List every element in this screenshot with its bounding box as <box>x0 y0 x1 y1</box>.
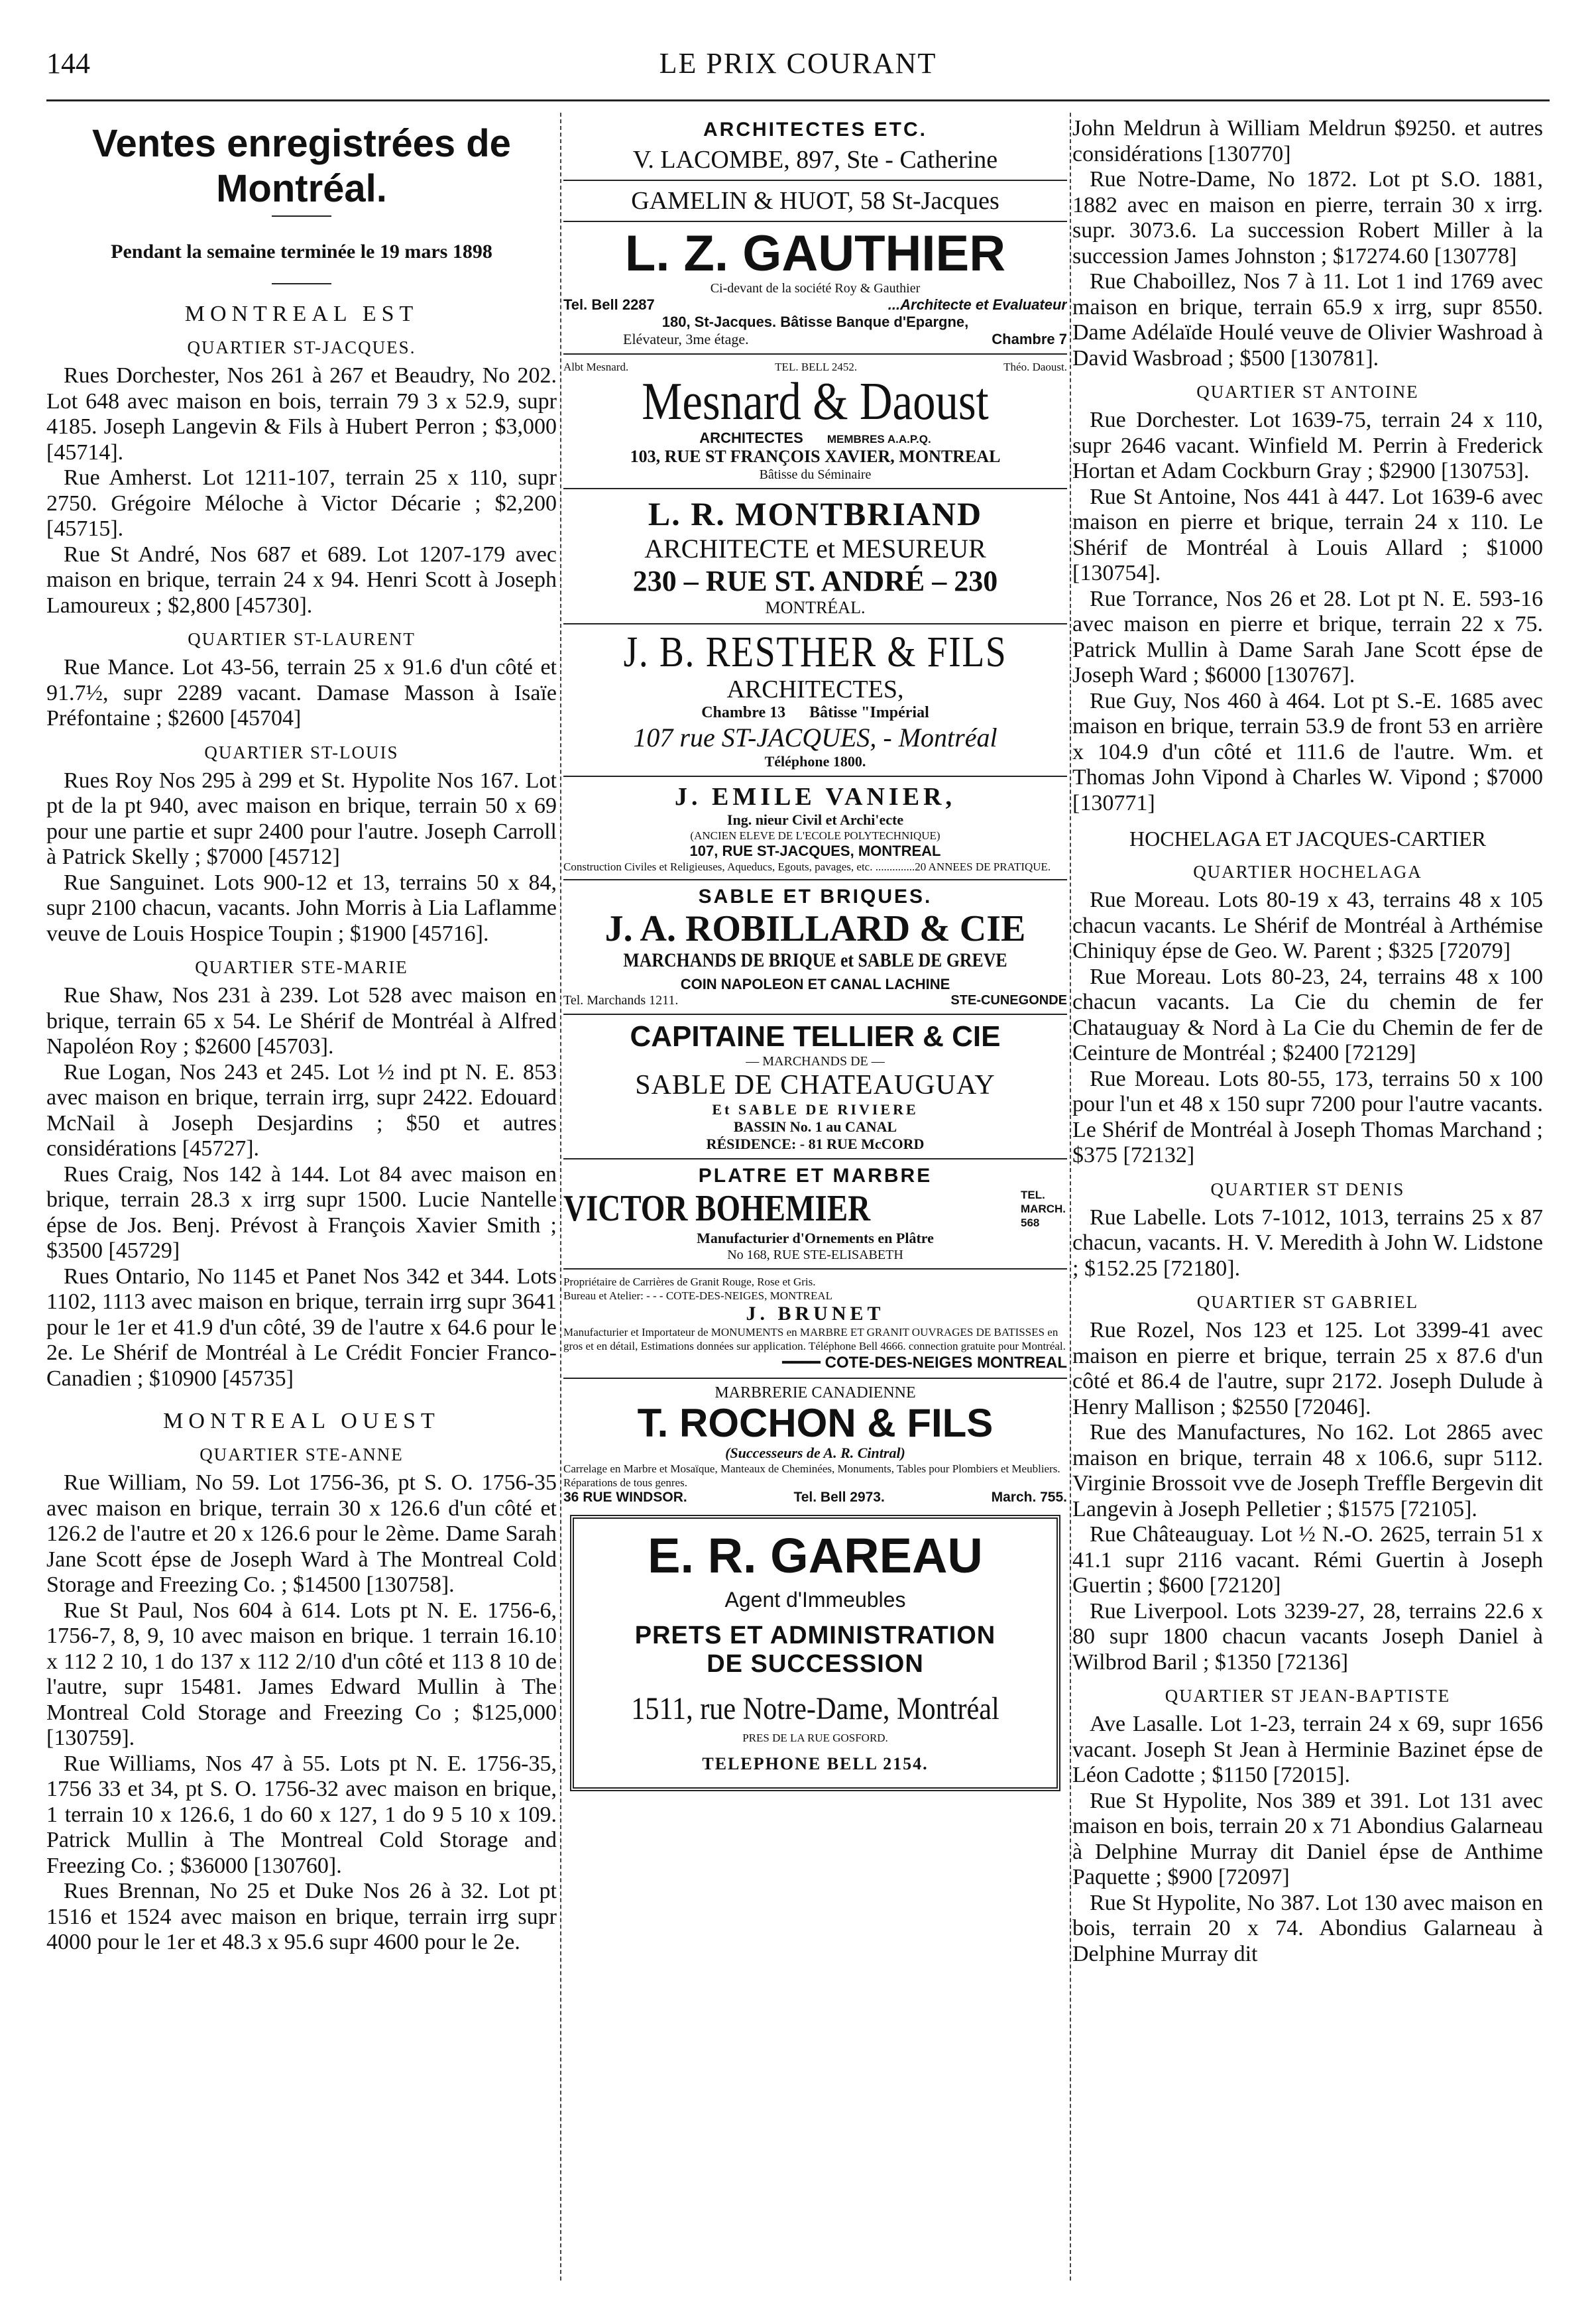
ad-vanier <box>563 782 1067 874</box>
quarter-heading: QUARTIER ST ANTOINE <box>1196 382 1419 402</box>
gauthier-elev: Elévateur, 3me étage. <box>623 331 749 347</box>
ad-tellier <box>563 1020 1067 1153</box>
bohemier-tel: TEL. MARCH. 568 <box>1021 1188 1066 1229</box>
robillard-place: STE-CUNEGONDE <box>950 993 1067 1008</box>
sale-entry: Rue St Antoine, Nos 441 à 447. Lot 1639-6 avec maison en pierre et brique, terrain 24 x 110. Le Shérif de Montréal à Louis Allard ; $1000 [130754]. <box>1072 484 1543 585</box>
quarter-heading: QUARTIER ST-LOUIS <box>204 742 399 762</box>
robillard-row <box>563 993 1067 1008</box>
ad-rochon <box>563 1384 1067 1506</box>
ad-section-heading: PLATRE ET MARBRE <box>698 1165 933 1187</box>
ad-montbriand <box>563 495 1067 618</box>
quarter-heading: QUARTIER STE-ANNE <box>200 1445 404 1464</box>
column-divider <box>1070 113 1071 2281</box>
vanier-addr: 107, RUE ST-JACQUES, MONTREAL <box>689 843 941 859</box>
ad-rule <box>563 488 1067 489</box>
advertisement-column <box>563 116 1067 2277</box>
gauthier-row <box>563 296 1067 314</box>
robillard-trade: MARCHANDS DE BRIQUE et SABLE DE GREVE <box>623 949 1007 971</box>
bohemier-row <box>563 1187 1067 1230</box>
gareau-tel: TELEPHONE BELL 2154. <box>702 1754 929 1773</box>
sale-entry: Rue Notre-Dame, No 1872. Lot pt S.O. 1881, 1882 avec en maison en pierre, terrain 30 x irrg. supr. 3073.6. La succession Robert Miller à la succession James Johnston ; $17274.60 [130778] <box>1072 167 1543 268</box>
robillard-addr: COIN NAPOLEON ET CANAL LACHINE <box>680 976 950 992</box>
section-heading-montreal-est: MONTREAL EST <box>184 302 419 326</box>
ad-mesnard <box>563 360 1067 483</box>
sale-entry: Rue Shaw, Nos 231 à 239. Lot 528 avec maison en brique, terrain 65 x 54. Le Shérif de Montréal à Alfred Napoléon Roy ; $2600 [45703]. <box>46 983 557 1059</box>
brunet-name: J. BRUNET <box>746 1303 885 1325</box>
mesnard-bat: Bâtisse du Séminaire <box>759 467 872 482</box>
vanier-desc: Construction Civiles et Religieuses, Aqueducs, Egouts, pavages, etc. ..............20 ANNEES DE PRATIQUE. <box>563 860 1051 873</box>
gauthier-sub: Ci-devant de la société Roy & Gauthier <box>710 281 921 296</box>
mesnard-row <box>563 360 1067 374</box>
robillard-tel: Tel. Marchands 1211. <box>563 993 679 1008</box>
tellier-name: CAPITAINE TELLIER & CIE <box>630 1020 1001 1053</box>
header-rule <box>46 99 1550 101</box>
brunet-place: COTE-DES-NEIGES MONTREAL <box>825 1354 1067 1372</box>
page-header <box>46 46 1550 86</box>
mesnard-arch: ARCHITECTES <box>699 430 803 446</box>
gareau-succ: DE SUCCESSION <box>707 1650 924 1678</box>
mesnard-name: Mesnard & Daoust <box>642 373 989 431</box>
ad-rule <box>563 221 1067 222</box>
rochon-addr: 36 RUE WINDSOR. <box>563 1490 687 1505</box>
brunet-desc: Manufacturier et Importateur de MONUMENTS en MARBRE ET GRANIT OUVRAGES DE BATISSES en gros et en détail, Estimations données sur application. Téléphone Bell 4666. connection gratuite pour Montréal. <box>563 1326 1066 1352</box>
ad-section-heading: SABLE ET BRIQUES. <box>698 886 933 908</box>
tellier-sable: SABLE DE CHATEAUGUAY <box>635 1070 996 1100</box>
ad-rule <box>563 1014 1067 1015</box>
ad-section-heading: ARCHITECTES ETC. <box>703 119 927 141</box>
vanier-name: J. EMILE VANIER, <box>674 783 956 811</box>
rochon-march: March. 755. <box>991 1490 1067 1505</box>
ad-rule <box>563 180 1067 181</box>
ad-rule <box>563 776 1067 777</box>
resther-name: J. B. RESTHER & FILS <box>623 628 1007 676</box>
ad-rule <box>563 1378 1067 1379</box>
ad-rule <box>563 1268 1067 1270</box>
quarter-heading: QUARTIER ST GABRIEL <box>1196 1292 1419 1312</box>
resther-room-row <box>563 704 1067 722</box>
article-column-right <box>1072 116 1543 2277</box>
rochon-head: MARBRERIE CANADIENNE <box>714 1384 916 1401</box>
sale-entry: Rue William, No 59. Lot 1756-36, pt S. O. 1756-35 avec maison en brique, terrain 30 x 126.6 d'un côté et 126.2 de l'autre et 20 x 126.6 pour le 2ème. Dame Sarah Jane Scott épse de Joseph Ward à The Montreal Cold Storage and Freezing Co. ; $14500 [130758]. <box>46 1470 557 1597</box>
sale-entry: Rue Logan, Nos 243 et 245. Lot ½ ind pt N. E. 853 avec maison en brique, terrain irrg, supr 2422. Edouard McNail à Joseph Desjardins ; $50 et autres considérations [45727]. <box>46 1059 557 1161</box>
gauthier-addr: 180, St-Jacques. Bâtisse Banque d'Epargne, <box>661 314 969 330</box>
sale-entry: Rue des Manufactures, No 162. Lot 2865 avec maison en brique, terrain 48 x 106.6, supr 5112. Virginie Brossoit vve de Joseph Treffle Bergevin dit Langevin à Joseph Pelletier ; $1575 [72105]. <box>1072 1420 1543 1521</box>
quarter-heading: QUARTIER STE-MARIE <box>195 957 408 977</box>
quarter-heading: QUARTIER ST DENIS <box>1210 1179 1405 1199</box>
sale-entry: Rue Dorchester. Lot 1639-75, terrain 24 x 110, supr 2646 vacant. Winfield M. Perrin à Frederick Hortan et Adam Cockburn Gray ; $2900 [130753]. <box>1072 408 1543 483</box>
sale-entry: Rue Liverpool. Lots 3239-27, 28, terrains 22.6 x 80 supr 1800 chacun vacants Joseph Daniel à Wilbrod Baril ; $1350 [72136] <box>1072 1598 1543 1675</box>
article-column-left <box>46 116 557 2277</box>
gauthier-tel: Tel. Bell 2287 <box>563 296 655 313</box>
brunet-top1: Propriétaire de Carrières de Granit Rouge, Rose et Gris. <box>563 1275 816 1288</box>
ad-bohemier <box>563 1187 1067 1263</box>
gareau-prets: PRETS ET ADMINISTRATION <box>634 1622 996 1649</box>
tellier-sub: — MARCHANDS DE — <box>746 1054 885 1069</box>
sale-entry: Rue St Hypolite, Nos 389 et 391. Lot 131 avec maison en bois, terrain 20 x 71 Abondius Galarneau à Delphine Murray dit Daniel épse de Anthime Paquette ; $900 [72097] <box>1072 1788 1543 1889</box>
montbriand-role: ARCHITECTE et MESUREUR <box>644 534 986 563</box>
title-rule <box>272 215 331 217</box>
rochon-succ: (Successeurs de A. R. Cintral) <box>725 1445 905 1461</box>
vanier-school: (ANCIEN ELEVE DE L'ECOLE POLYTECHNIQUE) <box>690 829 940 842</box>
section-heading-montreal-ouest: MONTREAL OUEST <box>163 1409 440 1433</box>
ad-lacombe: V. LACOMBE, 897, Ste - Catherine <box>632 146 998 174</box>
sale-entry: Rue Williams, Nos 47 à 55. Lots pt N. E. 1756-35, 1756 33 et 34, pt S. O. 1756-32 avec maison en brique, 1 terrain 10 x 126.6, 1 do 60 x 127, 1 do 9 5 10 x 109. Patrick Mullin à The Montreal Cold Storage and Freezing Co. ; $36000 [130760]. <box>46 1751 557 1878</box>
sale-entry: Rue Châteauguay. Lot ½ N.-O. 2625, terrain 51 x 41.1 supr 2116 vacant. Rémi Guertin à Joseph Guertin ; $600 [72120] <box>1072 1522 1543 1598</box>
quarter-heading: QUARTIER HOCHELAGA <box>1193 862 1422 882</box>
rochon-tel: Tel. Bell 2973. <box>793 1490 885 1505</box>
gauthier-room: Chambre 7 <box>992 331 1067 347</box>
sale-entry: Rues Ontario, No 1145 et Panet Nos 342 et 344. Lots 1102, 1113 avec maison en brique, terrain irrg supr 3641 pour le 1er et 41.9 d'un côté, 39 de l'autre x 64.6 pour le 2e. Le Shérif de Montréal à Le Crédit Foncier Franco-Canadien ; $10900 [45735] <box>46 1264 557 1391</box>
sale-entry: Rue Moreau. Lots 80-55, 173, terrains 50 x 100 pour l'un et 48 x 150 supr 7200 pour l'autre vacants. Le Shérif de Montréal à Joseph Thomas Marchand ; $375 [72132] <box>1072 1066 1543 1167</box>
montbriand-city: MONTRÉAL. <box>765 598 866 617</box>
mesnard-theo: Théo. Daoust. <box>1003 361 1067 373</box>
quarter-heading: QUARTIER ST-JACQUES. <box>187 337 416 357</box>
column-divider <box>560 113 561 2281</box>
bohemier-role: Manufacturier d'Ornements en Plâtre <box>697 1230 934 1246</box>
gareau-name: E. R. GAREAU <box>648 1528 983 1583</box>
gareau-addr: 1511, rue Notre-Dame, Montréal <box>631 1691 999 1726</box>
bohemier-addr: No 168, RUE STE-ELISABETH <box>727 1248 903 1262</box>
montbriand-name: L. R. MONTBRIAND <box>648 495 983 532</box>
tellier-bassin: BASSIN No. 1 au CANAL <box>733 1118 897 1135</box>
quarter-heading: QUARTIER ST-LAURENT <box>188 629 416 649</box>
gareau-near: PRES DE LA RUE GOSFORD. <box>742 1732 888 1744</box>
sale-entry: Rues Brennan, No 25 et Duke Nos 26 à 32. Lot pt 1516 et 1524 avec maison en brique, terrain irrg supr 4000 pour le 1er et 48.3 x 95.6 supr 4600 pour le 2e. <box>46 1879 557 1954</box>
ad-gauthier <box>563 227 1067 348</box>
montbriand-addr: 230 – RUE ST. ANDRÉ – 230 <box>632 565 998 597</box>
ad-rule <box>563 1158 1067 1159</box>
mesnard-tel: TEL. BELL 2452. <box>775 361 858 373</box>
ad-resther <box>563 630 1067 770</box>
article-subtitle: Pendant la semaine terminée le 19 mars 1898 <box>111 241 492 263</box>
bohemier-name: VICTOR BOHEMIER <box>563 1188 871 1229</box>
mesnard-arch-row <box>563 430 1067 447</box>
sale-entry: Rue Guy, Nos 460 à 464. Lot pt S.-E. 1685 avec maison en brique, terrain 53.9 de front 53 en arrière x 104.9 d'un côté et 111.6 de l'autre. Wm. et Thomas John Vipond à Charles W. Vipond ; $7000 [130771] <box>1072 688 1543 815</box>
ad-rule <box>563 623 1067 624</box>
rochon-row <box>563 1490 1067 1506</box>
gauthier-row2 <box>563 331 1067 348</box>
tellier-et: Et SABLE DE RIVIERE <box>712 1101 919 1118</box>
gauthier-name: L. Z. GAUTHIER <box>624 225 1006 282</box>
ad-robillard <box>563 908 1067 1008</box>
running-title: LE PRIX COURANT <box>659 47 937 80</box>
sale-entry: Rue Moreau. Lots 80-23, 24, terrains 48 x 100 chacun vacants. La Cie du chemin de fer Chatauguay & Nord à La Cie du Chemin de fer de Ceinture de Montréal ; $2400 [72129] <box>1072 964 1543 1065</box>
sale-entry: Rue Labelle. Lots 7-1012, 1013, terrains 25 x 87 chacun, vacants. H. V. Meredith à John W. Lidstone ; $152.25 [72180]. <box>1072 1205 1543 1281</box>
sale-entry: Rue Amherst. Lot 1211-107, terrain 25 x 110, supr 2750. Grégoire Méloche à Victor Décarie ; $2,200 [45715]. <box>46 465 557 541</box>
resther-room: Chambre 13 <box>701 704 786 721</box>
resther-bat: Bâtisse "Impérial <box>809 704 929 721</box>
sale-entry: Rue Sanguinet. Lots 900-12 et 13, terrains 50 x 84, supr 2100 chacun, vacants. John Morris à Lia Laflamme veuve de Louis Hospice Toupin ; $1900 [45716]. <box>46 870 557 946</box>
article-title: Ventes enregistrées de Montréal. <box>92 122 511 210</box>
tellier-res: RÉSIDENCE: - 81 RUE McCORD <box>706 1136 925 1152</box>
page-number: 144 <box>46 47 90 80</box>
resther-tel: Téléphone 1800. <box>764 753 866 770</box>
ad-gamelin: GAMELIN & HUOT, 58 St-Jacques <box>631 187 999 215</box>
brunet-top2: Bureau et Atelier: - - - COTE-DES-NEIGES, MONTREAL <box>563 1289 833 1302</box>
gauthier-role: ...Architecte et Evaluateur <box>887 296 1067 313</box>
sale-entry: Rue Mance. Lot 43-56, terrain 25 x 91.6 d'un côté et 91.7½, supr 2289 vacant. Damase Masson à Isaïe Préfontaine ; $2600 [45704] <box>46 655 557 731</box>
sale-entry: Rue Rozel, Nos 123 et 125. Lot 3399-41 avec maison en pierre et brique, terrain 25 x 87.6 d'un côté et 86.4 de l'autre, supr 2172. Joseph Dulude à Henry Mallison ; $2550 [72046]. <box>1072 1318 1543 1419</box>
ad-rule <box>563 879 1067 880</box>
resther-addr: 107 rue ST-JACQUES, - Montréal <box>633 723 997 752</box>
robillard-name: J. A. ROBILLARD & CIE <box>604 908 1026 949</box>
brunet-place-row <box>563 1353 1067 1372</box>
sale-entry: Rues Roy Nos 295 à 299 et St. Hypolite Nos 167. Lot pt de la pt 940, avec maison en brique, terrain 50 x 69 pour une partie et supr 2400 pour l'autre. Joseph Carroll à Patrick Skelly ; $7000 [45712] <box>46 768 557 869</box>
sale-entry: John Meldrun à William Meldrun $9250. et autres considérations [130770] <box>1072 116 1543 166</box>
rochon-name: T. ROCHON & FILS <box>637 1401 994 1445</box>
hand-pointer-icon: ━━━━ <box>782 1354 821 1372</box>
sale-entry: Rue St André, Nos 687 et 689. Lot 1207-179 avec maison en brique, terrain 24 x 94. Henri Scott à Joseph Lamoureux ; $2,800 [45730]. <box>46 542 557 618</box>
rochon-desc: Carrelage en Marbre et Mosaïque, Manteaux de Cheminées, Monuments, Tables pour Plombiers et Meubliers. Réparations de tous genres. <box>563 1462 1060 1489</box>
mesnard-addr: 103, RUE ST FRANÇOIS XAVIER, MONTREAL <box>630 447 1001 466</box>
ad-brunet <box>563 1275 1067 1372</box>
resther-role: ARCHITECTES, <box>726 676 904 703</box>
section-heading-hochelaga: HOCHELAGA ET JACQUES-CARTIER <box>1129 827 1486 851</box>
sale-entry: Ave Lasalle. Lot 1-23, terrain 24 x 69, supr 1656 vacant. Joseph St Jean à Herminie Bazinet épse de Léon Cadotte ; $1150 [72015]. <box>1072 1712 1543 1787</box>
sale-entry: Rues Dorchester, Nos 261 à 267 et Beaudry, No 202. Lot 648 avec maison en bois, terrain 79 3 x 52.9, supr 4185. Joseph Langevin & Fils à Hubert Perron ; $3,000 [45714]. <box>46 363 557 465</box>
sale-entry: Rue Chaboillez, Nos 7 à 11. Lot 1 ind 1769 avec maison en brique, terrain 65.9 x irrg, supr 8550. Dame Adélaïde Houlé veuve de Olivier Washroad à David Wasbroad ; $500 [130781]. <box>1072 269 1543 371</box>
sale-entry: Rue St Paul, Nos 604 à 614. Lots pt N. E. 1756-6, 1756-7, 8, 9, 10 avec maison en brique. 1 terrain 16.10 x 112 2 10, 1 do 137 x 112 2/10 d'un côté et 113 8 10 de l'autre, supr 15481. James Edward Mullin à The Montreal Cold Storage and Freezing Co ; $125,000 [130759]. <box>46 1598 557 1750</box>
sale-entry: Rue Moreau. Lots 80-19 x 43, terrains 48 x 105 chacun vacants. Le Shérif de Montréal à Arthémise Chiniquy épse de Geo. W. Parent ; $325 [72079] <box>1072 888 1543 963</box>
ad-rule <box>563 353 1067 355</box>
sale-entry: Rues Craig, Nos 142 à 144. Lot 84 avec maison en brique, terrain 28.3 x irrg supr 1500. Lucie Nantelle épse de Jos. Benj. Prévost à François Xavier Smith ; $3500 [45729] <box>46 1161 557 1263</box>
gareau-role: Agent d'Immeubles <box>724 1588 906 1612</box>
quarter-heading: QUARTIER ST JEAN-BAPTISTE <box>1165 1686 1451 1706</box>
ad-gareau <box>570 1515 1060 1791</box>
vanier-role: Ing. nieur Civil et Archi'ecte <box>726 811 904 828</box>
sale-entry: Rue Torrance, Nos 26 et 28. Lot pt N. E. 593-16 avec maison en pierre et brique, terrain 22 x 75. Patrick Mullin à Dame Sarah Jane Scott épse de Joseph Ward ; $6000 [130767]. <box>1072 586 1543 687</box>
mesnard-albt: Albt Mesnard. <box>563 361 629 373</box>
mesnard-members: MEMBRES A.A.P.Q. <box>826 433 931 445</box>
section-rule <box>272 283 331 284</box>
sale-entry: Rue St Hypolite, No 387. Lot 130 avec maison en bois, terrain 20 x 74. Abondius Galarneau à Delphine Murray dit <box>1072 1890 1543 1966</box>
